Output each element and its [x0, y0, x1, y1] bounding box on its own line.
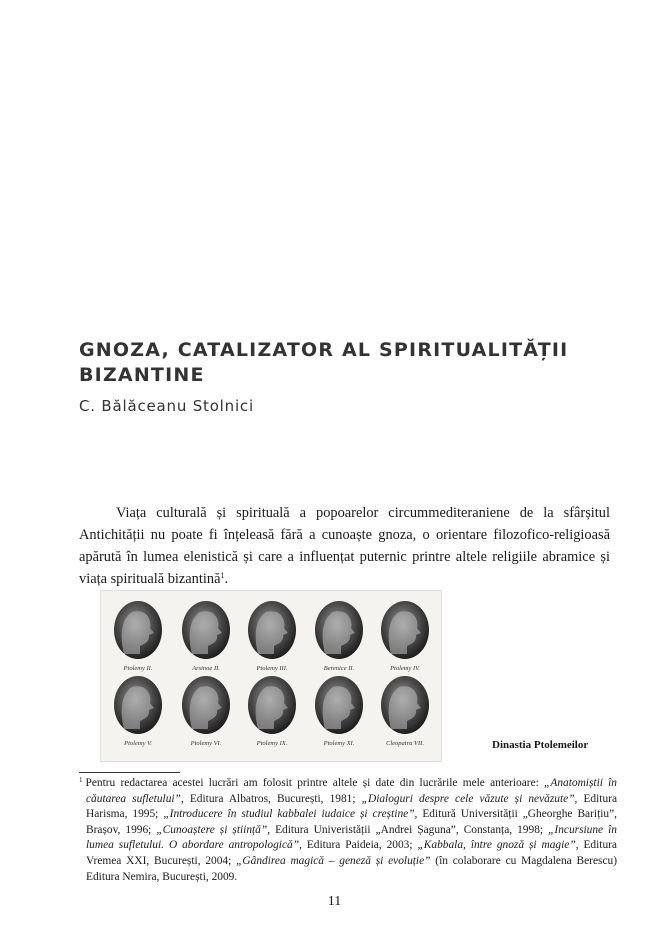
footnote-fragment: , Editura Harisma, 1995; [86, 792, 617, 821]
footnote-fragment: Pentru redactarea acestei lucrări am folosit printre altele și date din lucrările mele anterioare: [85, 777, 545, 789]
coin-label: Berenice II. [323, 665, 355, 672]
coin-label: Cleopatra VII. [386, 740, 424, 747]
page-number: 11 [327, 894, 342, 909]
footnote-title: „Incursiune în lumea sufletului. O abordare antropologică” [86, 823, 617, 852]
footnote-fragment: , Editura Albatros, București, 1981; [180, 792, 362, 805]
footnote-title: „Dialoguri despre cele văzute și nevăzute” [361, 792, 575, 805]
article-author: C. Bălăceanu Stolnici [79, 397, 254, 415]
body-paragraph [79, 502, 610, 590]
coin-label: Ptolemy IX. [256, 740, 288, 747]
coin-label: Arsinoe II. [192, 665, 220, 672]
footnote-title: „Gândirea magică – geneză și evoluție” [236, 854, 431, 867]
coin-label: Ptolemy V. [124, 740, 152, 747]
footnote-fragment: (în colaborare cu Magdalena Berescu) Editura Nemira, București, 2009. [86, 854, 617, 883]
footnote-fragment: , Editură Universității „Gheorghe Barițiu”, Brașov, 1996; [86, 808, 617, 836]
footnote-title: „Anatomiștii în căutarea sufletului” [86, 777, 617, 805]
coin-label: Ptolemy IV. [390, 665, 420, 672]
ptolemaic-coins-figure [100, 590, 442, 762]
footnote-fragment: , Editura Univeristății „Andrei Șaguna”, Constanța, 1998; [267, 823, 549, 836]
coin-label: Ptolemy VI. [190, 740, 222, 747]
coin-portraits-image [100, 590, 442, 762]
coin-label: Ptolemy II. [123, 665, 153, 672]
footnote [79, 776, 617, 885]
footnote-title: „Introducere în studiul kabbalei iudaice și creștine” [163, 808, 415, 821]
body-paragraph-end: . [224, 571, 229, 587]
article-title: GNOZA, CATALIZATOR AL SPIRITUALITĂȚII BIZANTINE [79, 339, 569, 386]
body-paragraph-text: Viața culturală și spirituală a popoarelor circummediteraniene de la sfârșitul Antichității nu poate fi înțeleasă fără a cunoaște gnoza, o orientare filozofico-religioasă apărută în lumea elenistică și care a influențat puternic printre altele religiile abramice și viața spirituală bizantină [79, 505, 610, 587]
footnote-reference[interactable]: 1 [220, 571, 225, 580]
footnote-fragment: , Editura Paideia, 2003; [299, 839, 418, 852]
footnote-text [86, 777, 618, 883]
coin-label: Ptolemy III. [256, 665, 288, 672]
footnote-fragment: , Editura Vremea XXI, București, 2004; [86, 839, 617, 867]
footnote-marker: 1 [79, 776, 83, 784]
footnote-title: „Kabbala, între gnoză și magie” [417, 839, 576, 852]
figure-caption: Dinastia Ptolemeilor [492, 739, 589, 751]
footnote-separator [79, 772, 180, 773]
footnote-title: „Cunoaștere și știință” [156, 823, 268, 836]
coin-label: Ptolemy XI. [323, 740, 355, 747]
